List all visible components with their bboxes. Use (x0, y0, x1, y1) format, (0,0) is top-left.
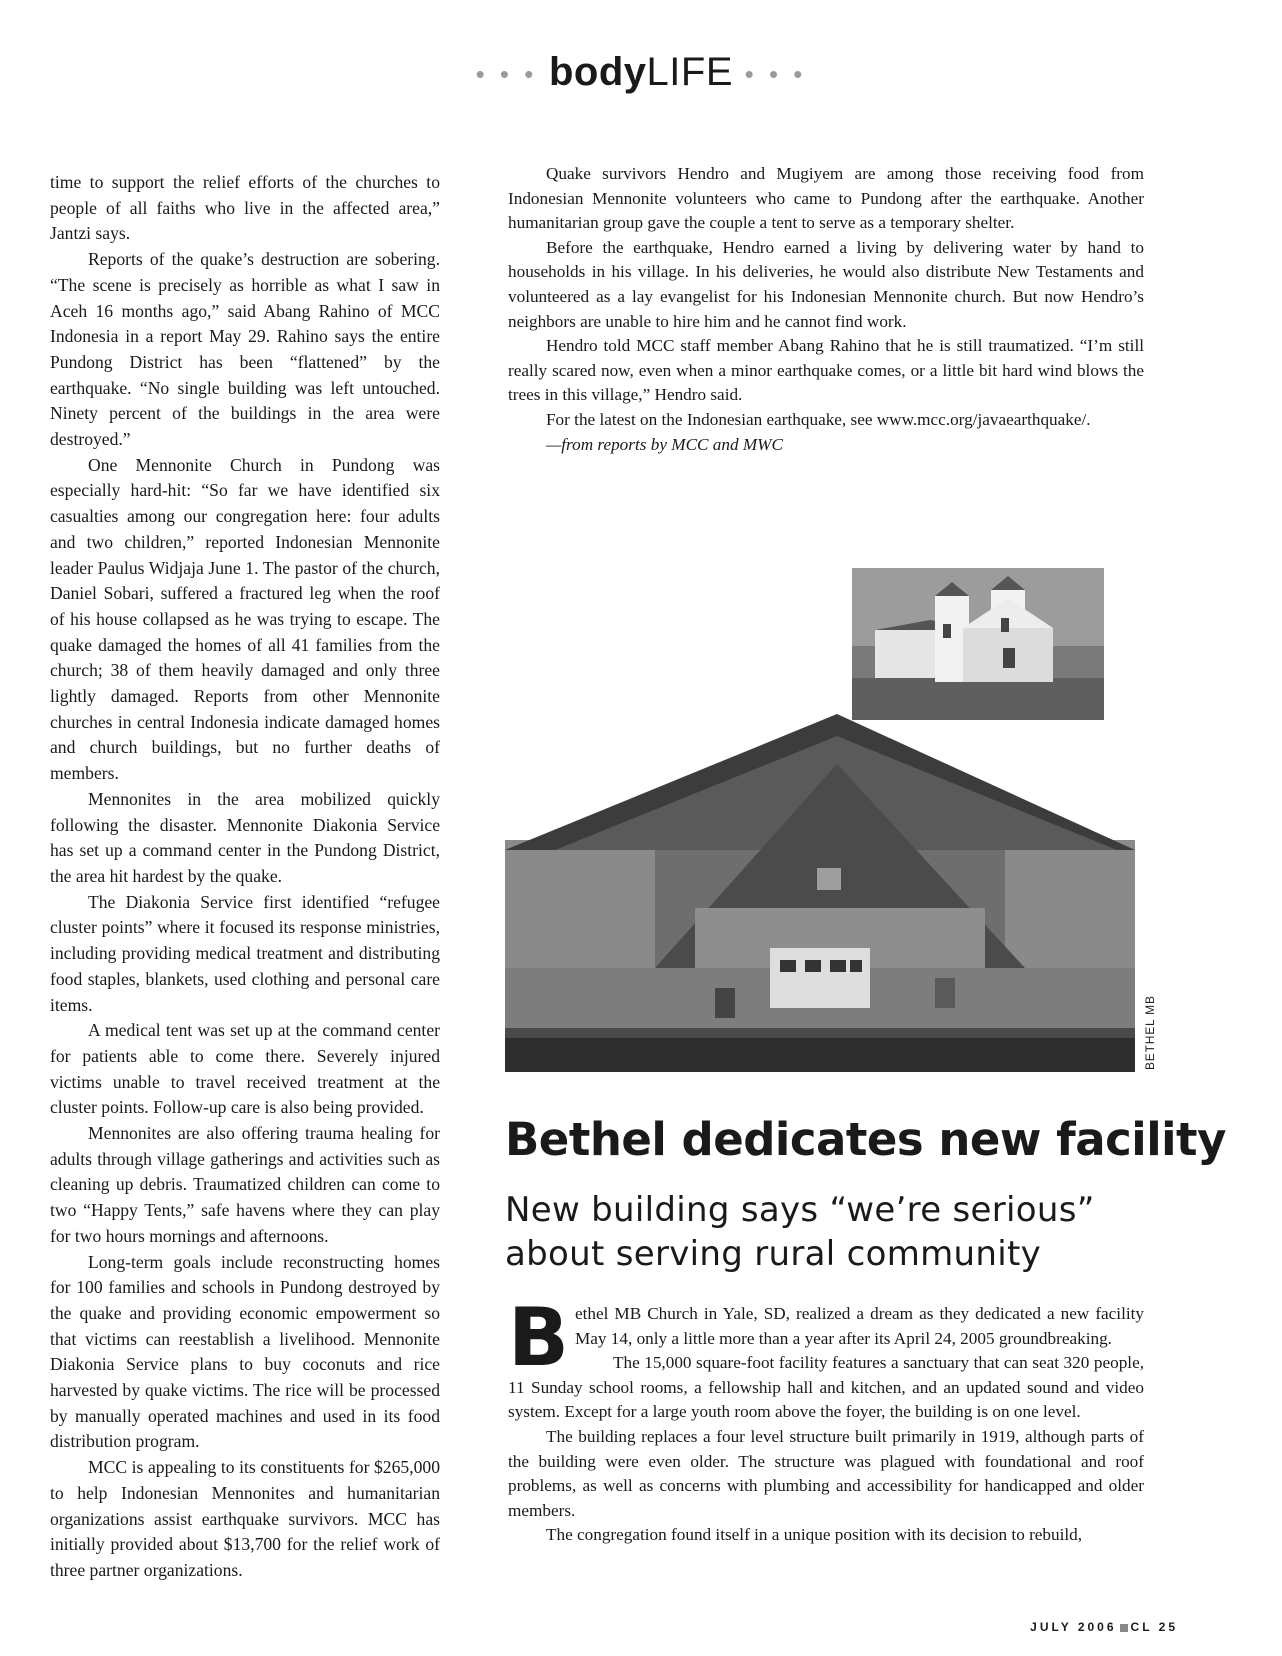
paragraph: The congregation found itself in a unique position with its decision to rebuild, (546, 1525, 1083, 1545)
paragraph: Mennonites in the area mobilized quickly following the disaster. Mennonite Diakonia Service has set up a command center in the Pundong District, the area hit hardest by the quake. (50, 788, 440, 886)
paragraph: Long-term goals include reconstructing homes for 100 families and schools in Pundong destroyed by the quake and providing economic empowerment so that victims can reestablish a livelihood. Mennonite Diakonia Service plans to buy coconuts and rice harvested by quake victims. The rice will be processed by manually operated machines and used in its food distribution program. (50, 1251, 440, 1452)
byline: —from reports by MCC and MWC (546, 434, 783, 454)
lead-paragraph (508, 1291, 1144, 1384)
main-new-church-photo (505, 714, 1135, 1072)
paragraph: Mennonites are also offering trauma healing for adults through village gatherings and activities such as cleaning up debris. Traumatized children can come to two “Happy Tents,” safe havens where they can play for two hours mornings and afternoons. (50, 1123, 440, 1246)
masthead-life: LIFE (646, 50, 734, 94)
section-masthead (0, 50, 1282, 95)
paragraph: time to support the relief efforts of the churches to people of all faiths who live in the affected area,” Jantzi says. (50, 172, 440, 244)
paragraph: For the latest on the Indonesian earthquake, see www.mcc.org/javaearthquake/. (546, 409, 1091, 429)
article-headline: Bethel dedicates new facility (505, 1113, 1226, 1166)
masthead-dots-right: • • • (744, 58, 807, 89)
church-photo (505, 568, 1135, 1072)
inset-old-church-photo (852, 568, 1104, 720)
drop-cap: B (508, 1291, 569, 1384)
left-column-text (50, 170, 440, 1584)
masthead-dots-left: • • • (475, 58, 538, 89)
paragraph: The building replaces a four level structure built primarily in 1919, although parts of the building were even older. The structure was plagued with foundational and roof problems, as well as concerns with plumbing and accessibility for handicapped and older members. (508, 1426, 1144, 1520)
paragraph: MCC is appealing to its constituents for $265,000 to help Indonesian Mennonites and humanitarian organizations assist earthquake survivors. MCC has initially provided about $13,700 for the relief work of three partner organizations. (50, 1457, 440, 1580)
paragraph: A medical tent was set up at the command center for patients able to come there. Severely injured victims unable to travel received treatment at the cluster points. Follow-up care is also being provided. (50, 1020, 440, 1118)
paragraph: The Diakonia Service first identified “refugee cluster points” where it focused its response ministries, including providing medical treatment and distributing food staples, blankets, used clothing and personal care items. (50, 891, 440, 1015)
article-body (508, 1291, 1144, 1548)
right-column-text (508, 162, 1144, 457)
paragraph: Quake survivors Hendro and Mugiyem are among those receiving food from Indonesian Mennonite volunteers who came to Pundong after the earthquake. Another humanitarian group gave the couple a tent to serve as a temporary shelter. (508, 164, 1144, 233)
paragraph: One Mennonite Church in Pundong was especially hard-hit: “So far we have identified six casualties among our congregation here: four adults and two children,” reported Indonesian Mennonite leader Paulus Widjaja June 1. The pastor of the church, Daniel Sobari, suffered a fractured leg when the roof of his house collapsed as he was trying to escape. The quake damaged the homes of all 41 families from the church; 38 of them heavily damaged and only three lightly damaged. Reports from other Mennonite churches in central Indonesia indicate damaged homes and church buildings, but no further deaths of members. (50, 454, 440, 784)
photo-credit: BETHEL MB (1143, 995, 1157, 1070)
paragraph: Hendro told MCC staff member Abang Rahino that he is still traumatized. “I’m still really scared now, even when a minor earthquake comes, or a little bit hard wind blows the trees in this village,” Hendro said. (508, 336, 1144, 405)
paragraph: Before the earthquake, Hendro earned a living by delivering water by hand to households in his village. In his deliveries, he would also distribute New Testaments and volunteered as a lay evangelist for his Indonesian Mennonite church. But now Hendro’s neighbors are unable to hire him and he cannot find work. (508, 237, 1144, 331)
masthead-body: body (548, 50, 647, 94)
folio-date: JULY 2006 (1030, 1620, 1117, 1634)
folio-page: CL 25 (1130, 1620, 1178, 1634)
folio-square-icon (1120, 1624, 1128, 1632)
paragraph: Reports of the quake’s destruction are sobering. “The scene is precisely as horrible as what I saw in Aceh 16 months ago,” said Abang Rahino of MCC Indonesia in a report May 29. Rahino says the entire Pundong District has been “flattened” by the earthquake. “No single building was left untouched. Ninety percent of the buildings in the area were destroyed.” (50, 249, 440, 450)
lead-text: ethel MB Church in Yale, SD, realized a dream as they dedicated a new facility May 14, only a little more than a year after its April 24, 2005 groundbreaking. (574, 1304, 1144, 1348)
page-folio (1030, 1620, 1178, 1634)
paragraph: The 15,000 square-foot facility features a sanctuary that can seat 320 people, 11 Sunday school rooms, a fellowship hall and kitchen, and an updated sound and video system. Except for a large youth room above the foyer, the building is on one level. (508, 1353, 1144, 1422)
article-deck: New building says “we’re serious” about serving rural community (505, 1190, 1095, 1274)
